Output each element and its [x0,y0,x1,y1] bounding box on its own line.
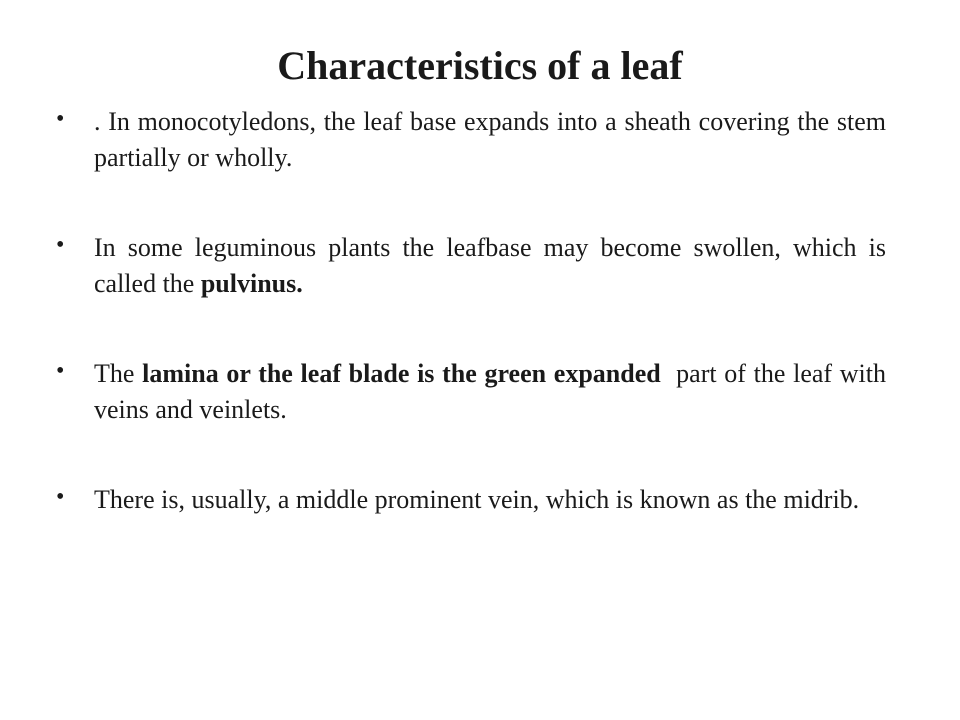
bullet-text: There is, usually, a middle prominent vein, which is known as the midrib. [94,485,860,514]
bullet-item-midrib [56,482,886,518]
slide-title: Characteristics of a leaf [277,43,683,88]
bullet-list [56,104,893,572]
bullet-text: In some leguminous plants the leafbase may become swollen, which is called the [94,233,886,298]
bullet-text: . In monocotyledons, the leaf base expands into a sheath covering the stem partially or wholly. [94,107,886,172]
bullet-dot-icon: • [56,106,65,132]
bullet-dot-icon: • [56,484,65,510]
bullet-dot-icon: • [56,232,65,258]
bullet-text: part of the leaf with veins and veinlets. [94,359,893,424]
bullet-dot-icon: • [56,358,65,384]
bullet-text: The [94,359,143,388]
bullet-item-lamina [56,356,893,428]
bullet-text-bold: pulvinus. [200,269,303,298]
bullet-text-bold: lamina or the leaf blade is the green expanded [142,359,661,388]
bullet-item-monocot [56,104,886,176]
bullet-item-pulvinus [56,230,886,302]
